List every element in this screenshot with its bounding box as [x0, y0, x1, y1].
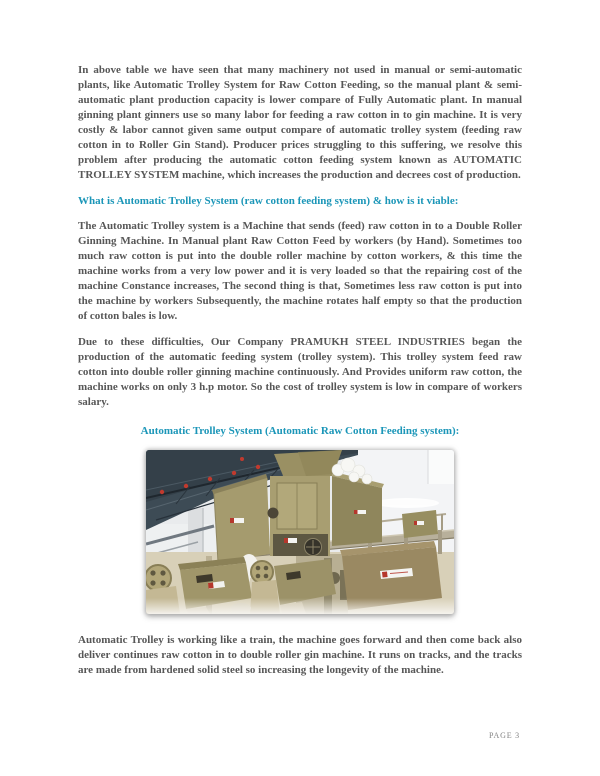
paragraph-how-it-works: The Automatic Trolley system is a Machine that sends (feed) raw cotton in to a Double Roller Ginning Machine. In Manual plant Raw Cotton Feed by workers (by Hand). Sometimes too much raw cotton is put into the double roller machine by cotton workers, & this time the machine works from a very low power and it is very loaded so that the repairing cost of the machine Constance increases, The second thing is that, Sometimes less raw cotton is put into the machine by workers Subsequently, the machine rotates half empty so that the production of cotton bales is low. — [78, 220, 522, 322]
automatic-trolley-photo — [146, 450, 454, 614]
paragraph-train-description: Automatic Trolley is working like a train, the machine goes forward and then come back also deliver continues raw cotton in to double roller gin machine. It runs on tracks, and the tracks are made from hardened solid steel so increasing the longevity of the machine. — [78, 634, 522, 676]
factory-photo-illustration — [146, 450, 454, 614]
paragraph-company-solution: Due to these difficulties, Our Company PRAMUKH STEEL INDUSTRIES began the production of the automatic feeding system (trolley system). This trolley system feed raw cotton into double roller ginning machine continuously. And Provides uniform raw cotton, the machine works on only 3 h.p motor. So the cost of trolley system is low in compare of workers salary. — [78, 336, 522, 408]
heading-what-is-trolley-system: What is Automatic Trolley System (raw cotton feeding system) & how is it viable: — [78, 195, 459, 207]
paragraph-intro: In above table we have seen that many machinery not used in manual or semi-automatic plants, like Automatic Trolley System for Raw Cotton Feeding, so the manual plant & semi-automatic plant production capacity is lower compare of Fully Automatic plant. In manual ginning plant ginners use so many labor for feeding a raw cotton in to gin machine. It is very costly & labor cannot given same output compare of automatic trolley system (feeding raw cotton in to Roller Gin Stand). Producer prices struggling to this suffering, we resolve this problem after producing the automatic cotton feeding system known as AUTOMATIC TROLLEY SYSTEM machine, which increases the production and decrees cost of production. — [78, 64, 522, 181]
document-body — [78, 63, 522, 689]
page-number: PAGE 3 — [489, 731, 520, 740]
gear-icon — [268, 508, 279, 519]
heading-photo-caption: Automatic Trolley System (Automatic Raw Cotton Feeding system): — [140, 425, 460, 437]
light-tube — [379, 500, 435, 505]
photo-bottom-fade — [146, 598, 454, 614]
